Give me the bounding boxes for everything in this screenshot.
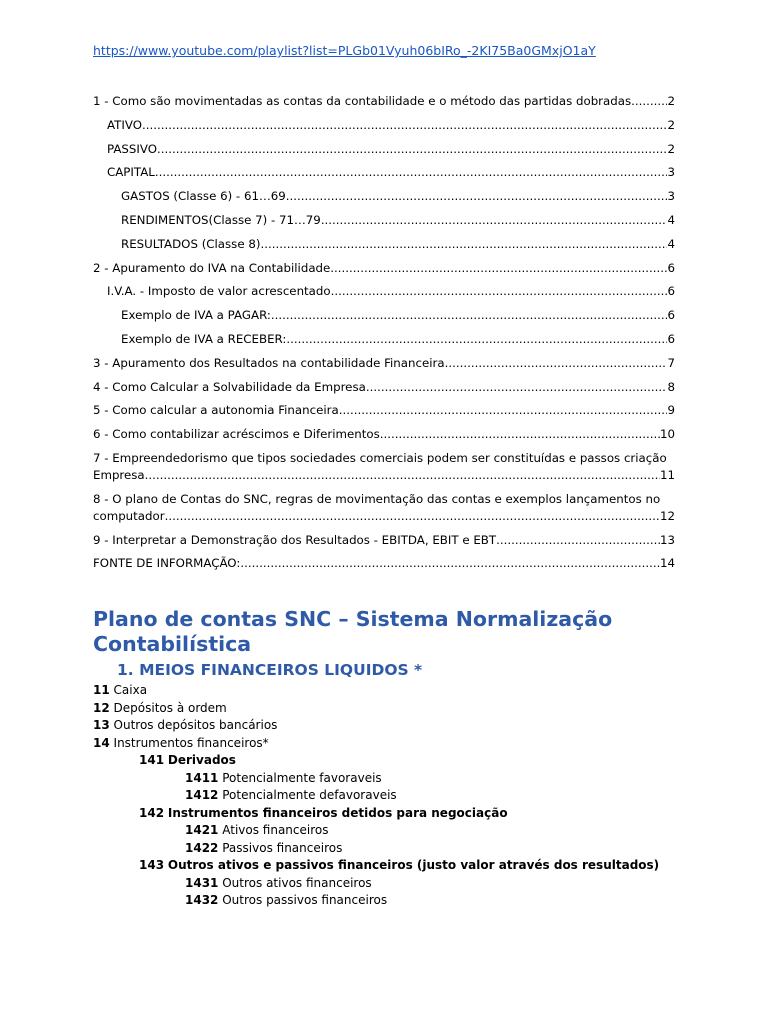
- toc-page-number: 6: [667, 308, 675, 323]
- toc-entry-title: 1 - Como são movimentadas as contas da contabilidade e o método das partidas dobradas: [93, 94, 632, 108]
- toc-page-number: 11: [659, 467, 675, 482]
- account-code: 1432: [185, 893, 219, 907]
- account-code: 14: [93, 735, 110, 750]
- account-row: [93, 840, 659, 858]
- toc-page-number: 2: [667, 117, 675, 132]
- toc-dot-leader: [260, 236, 667, 253]
- account-row: [93, 875, 659, 893]
- toc-entry[interactable]: [93, 355, 675, 372]
- toc-page-number: 2: [667, 141, 675, 156]
- youtube-playlist-link[interactable]: https://www.youtube.com/playlist?list=PLGb01Vyuh06bIRo_-2KI75Ba0GMxjO1aY: [93, 43, 596, 58]
- toc-entry[interactable]: [93, 450, 675, 484]
- toc-dot-leader: [142, 117, 667, 134]
- toc-entry[interactable]: [93, 164, 675, 181]
- toc-entry[interactable]: [93, 283, 675, 300]
- toc-entry[interactable]: [93, 307, 675, 324]
- toc-page-number: 10: [659, 427, 675, 442]
- account-code: 13: [93, 718, 110, 732]
- toc-entry-title: 8 - O plano de Contas do SNC, regras de movimentação das contas e exemplos lançamentos no: [93, 491, 661, 506]
- toc-page-number: 3: [667, 189, 675, 204]
- toc-entry[interactable]: [93, 491, 675, 525]
- toc-page-number: 6: [667, 284, 675, 299]
- account-code: 12: [93, 700, 110, 715]
- toc-page-number: 2: [667, 94, 675, 108]
- toc-page-number: 13: [659, 532, 675, 547]
- toc-dot-leader: [331, 283, 668, 300]
- toc-dot-leader: [145, 467, 660, 484]
- toc-entry-title: 5 - Como calcular a autonomia Financeira: [93, 403, 339, 418]
- toc-page-number: 4: [667, 212, 675, 227]
- table-of-contents: [93, 93, 675, 579]
- toc-page-number: 6: [667, 260, 675, 275]
- toc-dot-leader: [157, 141, 667, 158]
- toc-entry[interactable]: [93, 141, 675, 158]
- toc-entry-title: PASSIVO: [107, 141, 158, 156]
- toc-dot-leader: [286, 331, 667, 348]
- toc-dot-leader: [339, 402, 668, 419]
- account-name: Outros ativos financeiros: [222, 875, 372, 890]
- account-row: [93, 717, 659, 735]
- toc-page-number: 12: [659, 508, 675, 523]
- toc-entry-title: Empresa: [93, 467, 145, 482]
- account-row: [93, 857, 659, 875]
- account-name: Instrumentos financeiros detidos para negociação: [167, 805, 508, 820]
- account-list: [93, 682, 659, 910]
- account-name: Outros passivos financeiros: [222, 893, 388, 907]
- toc-page-number: 9: [667, 403, 675, 418]
- toc-dot-leader: [155, 164, 668, 181]
- toc-entry-title: computador: [93, 508, 165, 523]
- account-code: 142: [139, 805, 165, 820]
- toc-entry-title: 9 - Interpretar a Demonstração dos Resultados - EBITDA, EBIT e EBT: [93, 532, 497, 547]
- toc-entry[interactable]: [93, 331, 675, 348]
- account-code: 1412: [185, 788, 219, 802]
- account-code: 143: [139, 858, 165, 872]
- account-row: [93, 735, 659, 753]
- toc-entry-title: 2 - Apuramento do IVA na Contabilidade: [93, 260, 331, 275]
- toc-entry[interactable]: [93, 93, 675, 110]
- toc-dot-leader: [330, 260, 667, 277]
- account-row: [93, 700, 659, 718]
- account-name: Depósitos à ordem: [113, 700, 227, 715]
- account-code: 141: [139, 753, 165, 767]
- toc-entry-title: GASTOS (Classe 6) - 61…69: [121, 189, 286, 204]
- account-name: Passivos financeiros: [222, 840, 343, 855]
- account-code: 1431: [185, 875, 219, 890]
- toc-dot-leader: [380, 426, 660, 443]
- toc-entry[interactable]: [93, 188, 675, 205]
- toc-page-number: 4: [667, 236, 675, 251]
- account-row: [93, 752, 659, 770]
- account-name: Ativos financeiros: [222, 823, 329, 837]
- toc-entry[interactable]: [93, 117, 675, 134]
- toc-page-number: 14: [659, 556, 675, 571]
- plan-heading: Plano de contas SNC – Sistema Normalização Contabilística: [93, 607, 613, 656]
- account-name: Outros depósitos bancários: [113, 718, 278, 732]
- account-row: [93, 770, 659, 788]
- toc-entry-title: RENDIMENTOS(Classe 7) - 71…79: [121, 212, 321, 227]
- toc-entry[interactable]: [93, 379, 675, 396]
- toc-entry[interactable]: [93, 426, 675, 443]
- toc-entry[interactable]: [93, 402, 675, 419]
- toc-entry-title: 3 - Apuramento dos Resultados na contabilidade Financeira: [93, 355, 445, 370]
- toc-entry-title: RESULTADOS (Classe 8): [121, 236, 261, 251]
- toc-entry-title: FONTE DE INFORMAÇÃO:: [93, 556, 241, 571]
- toc-entry-title: CAPITAL: [107, 165, 155, 180]
- toc-entry-title: Exemplo de IVA a PAGAR:: [121, 308, 271, 323]
- account-name: Potencialmente defavoraveis: [222, 788, 397, 802]
- toc-dot-leader: [165, 508, 660, 525]
- toc-entry-title: I.V.A. - Imposto de valor acrescentado: [107, 284, 331, 299]
- toc-page-number: 7: [667, 355, 675, 370]
- toc-page-number: 8: [667, 379, 675, 394]
- toc-entry-title: 4 - Como Calcular a Solvabilidade da Empresa: [93, 379, 366, 394]
- account-row: [93, 787, 659, 805]
- account-name: Instrumentos financeiros*: [113, 735, 269, 750]
- toc-dot-leader: [271, 307, 668, 324]
- account-name: Outros ativos e passivos financeiros (justo valor através dos resultados): [167, 858, 660, 872]
- toc-entry[interactable]: [93, 236, 675, 253]
- toc-entry-title: Exemplo de IVA a RECEBER:: [121, 331, 287, 346]
- toc-page-number: 6: [667, 331, 675, 346]
- account-code: 11: [93, 683, 110, 697]
- toc-entry-title: 7 - Empreendedorismo que tipos sociedades comerciais podem ser constituídas e passos criação: [93, 450, 667, 465]
- toc-entry[interactable]: [93, 532, 675, 549]
- section-heading: 1. MEIOS FINANCEIROS LIQUIDOS *: [117, 661, 423, 679]
- toc-entry-title: 6 - Como contabilizar acréscimos e Diferimentos: [93, 427, 380, 442]
- toc-entry[interactable]: [93, 555, 675, 572]
- account-code: 1422: [185, 840, 219, 855]
- toc-dot-leader: [496, 532, 660, 549]
- toc-dot-leader: [631, 93, 667, 110]
- toc-dot-leader: [286, 188, 668, 205]
- account-name: Caixa: [113, 683, 148, 697]
- toc-dot-leader: [321, 212, 668, 229]
- toc-page-number: 3: [667, 165, 675, 180]
- toc-entry[interactable]: [93, 260, 675, 277]
- toc-dot-leader: [445, 355, 668, 372]
- account-code: 1421: [185, 823, 219, 837]
- account-row: [93, 892, 659, 910]
- account-name: Potencialmente favoraveis: [222, 770, 382, 785]
- toc-dot-leader: [366, 379, 668, 396]
- toc-entry[interactable]: [93, 212, 675, 229]
- account-name: Derivados: [167, 753, 236, 767]
- toc-entry-title: ATIVO: [107, 117, 142, 132]
- account-code: 1411: [185, 770, 219, 785]
- account-row: [93, 822, 659, 840]
- toc-dot-leader: [240, 555, 660, 572]
- account-row: [93, 682, 659, 700]
- account-row: [93, 805, 659, 823]
